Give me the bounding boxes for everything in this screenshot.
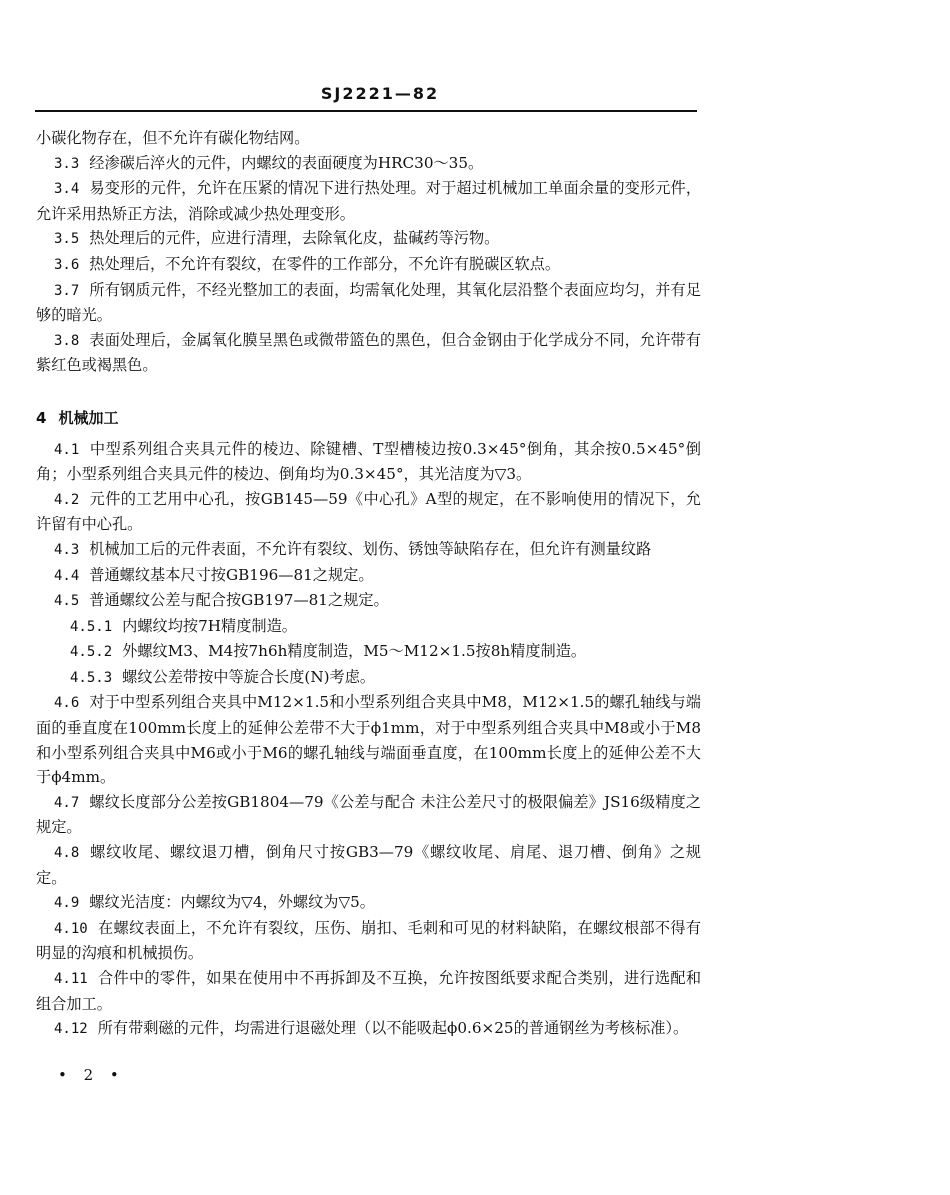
- clause-paragraph: [36, 790, 701, 840]
- clause-text: 中型系列组合夹具元件的棱边、除键槽、T型槽棱边按0.3×45°倒角，其余按0.5×45°倒角；小型系列组合夹具元件的棱边、倒角均为0.3×45°，其光洁度为▽3。: [36, 439, 701, 484]
- header-rule: [35, 110, 697, 112]
- clause-number: 4.3: [54, 541, 80, 558]
- clause-paragraph: [36, 252, 701, 278]
- clause-text: 在螺纹表面上，不允许有裂纹，压伤、崩扣、毛刺和可见的材料缺陷，在螺纹根部不得有明显的沟痕和机械损伤。: [36, 918, 701, 963]
- clause-number: 4.5.2: [70, 644, 113, 661]
- clause-text: 所有带剩磁的元件，均需进行退磁处理（以不能吸起ϕ0.6×25的普通钢丝为考核标准）。: [97, 1019, 689, 1038]
- clause-number: 4.10: [54, 920, 88, 937]
- clause-text: 内螺纹均按7H精度制造。: [122, 616, 297, 635]
- section-number: 4: [36, 408, 47, 427]
- clause-text: 表面处理后，金属氧化膜呈黑色或微带篮色的黑色，但合金钢由于化学成分不同，允许带有紫红色或褐黑色。: [36, 330, 701, 375]
- clause-text: 外螺纹M3、M4按7h6h精度制造，M5～M12×1.5按8h精度制造。: [122, 642, 587, 661]
- clause-number: 3.3: [54, 155, 80, 172]
- clause-number: 3.7: [54, 282, 80, 299]
- clause-paragraph: [36, 176, 701, 226]
- clause-paragraph: [36, 690, 701, 789]
- clause-paragraph: [36, 890, 701, 916]
- clause-number: 3.8: [54, 332, 80, 349]
- clause-text: 经渗碳后淬火的元件，内螺纹的表面硬度为HRC30～35。: [89, 153, 484, 172]
- clause-text: 合件中的零件，如果在使用中不再拆卸及不互换，允许按图纸要求配合类别，进行选配和组合加工。: [36, 969, 701, 1013]
- body-content: [36, 126, 701, 1042]
- clause-paragraph: [36, 126, 701, 151]
- clause-paragraph: [36, 614, 701, 640]
- clause-text: 元件的工艺用中心孔，按GB145—59《中心孔》A型的规定，在不影响使用的情况下，允许留有中心孔。: [36, 489, 701, 534]
- standard-code: SJ2221—82: [320, 84, 440, 103]
- clause-text: 螺纹长度部分公差按GB1804—79《公差与配合 未注公差尺寸的极限偏差》JS16级精度之规定。: [36, 792, 701, 837]
- clause-text: 螺纹收尾、螺纹退刀槽，倒角尺寸按GB3—79《螺纹收尾、肩尾、退刀槽、倒角》之规定。: [36, 843, 701, 887]
- clause-text: 小碳化物存在，但不允许有碳化物结网。: [36, 129, 310, 147]
- clause-number: 4.7: [54, 794, 80, 811]
- clause-text: 对于中型系列组合夹具中M12×1.5和小型系列组合夹具中M8，M12×1.5的螺孔轴线与端面的垂直度在100mm长度上的延伸公差带不大于ϕ1mm，对于中型系列组合夹具中M8或小于M8和小型系列组合夹具中M6或小于M6的螺孔轴线与端面垂直度，在100mm长度上的延伸公差不大于ϕ4mm。: [36, 693, 701, 787]
- clause-paragraph: [36, 278, 701, 328]
- clause-paragraph: [36, 328, 701, 378]
- clause-text: 机械加工后的元件表面，不允许有裂纹、划伤、锈蚀等缺陷存在，但允许有测量纹路: [89, 539, 652, 558]
- clause-paragraph: [36, 1016, 701, 1042]
- clause-number: 4.4: [54, 567, 80, 584]
- clause-number: 3.5: [54, 231, 80, 248]
- clause-paragraph: [36, 151, 701, 177]
- clause-number: 4.12: [54, 1021, 88, 1038]
- section-heading: [36, 406, 701, 431]
- clause-paragraph: [36, 226, 701, 252]
- section-title: 机械加工: [58, 408, 119, 427]
- clause-paragraph: [36, 916, 701, 966]
- clause-paragraph: [36, 563, 701, 589]
- clause-paragraph: [36, 588, 701, 614]
- clause-paragraph: [36, 966, 701, 1016]
- clause-number: 3.6: [54, 256, 80, 273]
- clause-number: 4.6: [54, 695, 80, 712]
- clause-text: 热处理后的元件，应进行清理，去除氧化皮，盐碱药等污物。: [89, 229, 500, 248]
- clause-text: 普通螺纹公差与配合按GB197—81之规定。: [89, 591, 389, 610]
- clause-number: 4.2: [54, 491, 80, 508]
- clause-paragraph: [36, 537, 701, 563]
- clause-number: 4.5.3: [70, 669, 113, 686]
- clause-paragraph: [36, 840, 701, 890]
- section-3-continued: [36, 126, 701, 378]
- clause-number: 4.9: [54, 895, 80, 912]
- clause-paragraph: [36, 665, 701, 691]
- clause-number: 3.4: [54, 181, 80, 198]
- clause-text: 普通螺纹基本尺寸按GB196—81之规定。: [89, 565, 374, 584]
- clause-number: 4.5.1: [70, 618, 113, 635]
- clause-paragraph: [36, 639, 701, 665]
- page-number: • 2 •: [58, 1066, 125, 1084]
- clause-number: 4.5: [54, 593, 80, 610]
- clause-text: 易变形的元件，允许在压紧的情况下进行热处理。对于超过机械加工单面余量的变形元件，允许采用热矫正方法，消除或减少热处理变形。: [36, 179, 701, 223]
- section-gap: [36, 378, 701, 392]
- section-4-body: [36, 437, 701, 1042]
- clause-number: 4.11: [54, 971, 88, 987]
- clause-text: 螺纹光洁度：内螺纹为▽4，外螺纹为▽5。: [89, 893, 375, 912]
- clause-text: 热处理后，不允许有裂纹，在零件的工作部分，不允许有脱碳区软点。: [89, 254, 561, 273]
- clause-paragraph: [36, 437, 701, 487]
- clause-text: 所有钢质元件，不经光整加工的表面，均需氧化处理，其氧化层沿整个表面应均匀，并有足够的暗光。: [36, 280, 701, 325]
- clause-number: 4.8: [54, 845, 80, 862]
- clause-number: 4.1: [54, 441, 80, 458]
- clause-text: 螺纹公差带按中等旋合长度(N)考虑。: [122, 667, 376, 686]
- clause-paragraph: [36, 487, 701, 537]
